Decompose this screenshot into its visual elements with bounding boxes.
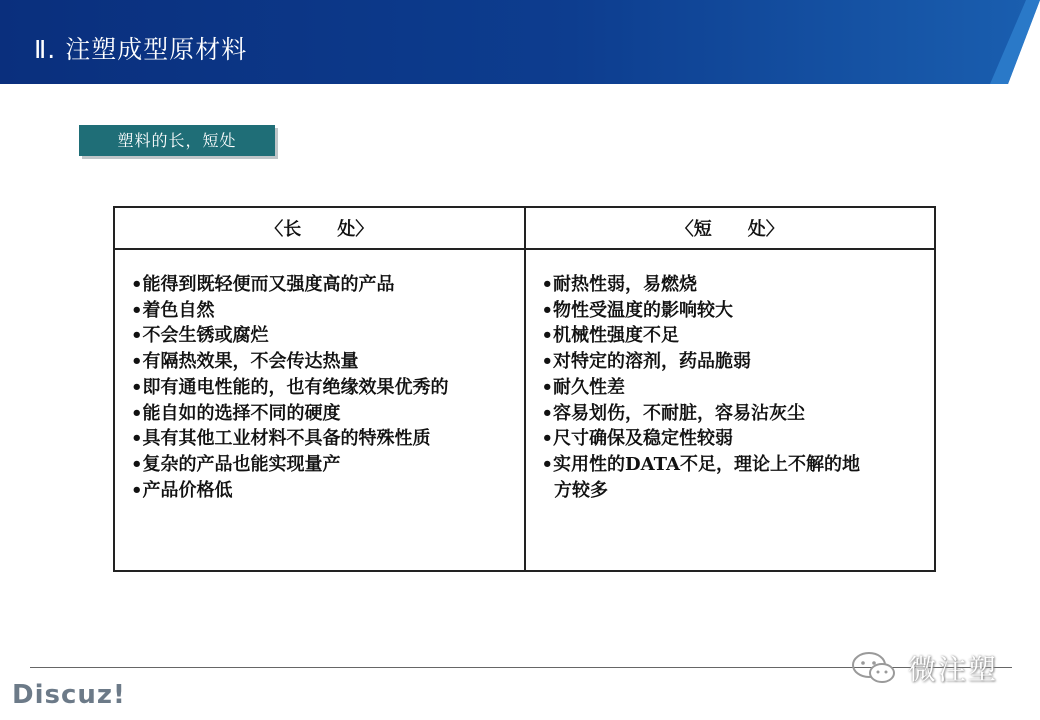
discuz-watermark: Discuz!: [12, 680, 126, 710]
disadvantage-item: •对特定的溶剂，药品脆弱: [541, 351, 752, 373]
advantage-item: •产品价格低: [131, 479, 233, 501]
advantage-item: •着色自然: [131, 299, 215, 321]
disadvantage-item: •耐热性弱，易燃烧: [541, 274, 698, 295]
wechat-account-label: 微注塑: [908, 653, 999, 686]
disadvantage-item: •实用性的DATA不足，理论上不解的地: [541, 453, 860, 475]
disadvantage-item: •机械性强度不足: [541, 325, 680, 347]
disadvantages-column: [524, 208, 935, 570]
advantage-item: •能自如的选择不同的硬度: [131, 402, 341, 424]
page-title: Ⅱ. 注塑成型原材料: [34, 35, 248, 64]
disadvantage-item: •容易划伤，不耐脏，容易沾灰尘: [541, 402, 806, 424]
advantage-item: •能得到既轻便而又强度高的产品: [131, 274, 395, 295]
advantages-list: [115, 250, 524, 503]
disadvantage-item: 方较多: [541, 479, 609, 501]
advantage-item: •即有通电性能的，也有绝缘效果优秀的: [131, 376, 449, 398]
wechat-icon: [850, 650, 898, 686]
disadvantage-item: •尺寸确保及稳定性较弱: [541, 428, 734, 450]
wechat-watermark: [850, 642, 1020, 694]
header-banner: [0, 0, 1040, 84]
advantage-item: •具有其他工业材料不具备的特殊性质: [131, 428, 431, 450]
advantage-item: •复杂的产品也能实现量产: [131, 453, 341, 475]
advantage-item: •不会生锈或腐烂: [131, 325, 269, 347]
disadvantage-item: •耐久性差: [541, 376, 626, 398]
comparison-table: [113, 206, 936, 572]
advantage-item: •有隔热效果，不会传达热量: [131, 351, 359, 373]
advantages-header: 〈长 处〉: [115, 208, 524, 250]
disadvantage-item: •物性受温度的影响较大: [541, 299, 734, 321]
disadvantages-header: 〈短 处〉: [526, 208, 935, 250]
disadvantages-list: [526, 250, 935, 503]
advantages-column: [115, 208, 524, 570]
section-tag: 塑料的长，短处: [79, 125, 275, 156]
